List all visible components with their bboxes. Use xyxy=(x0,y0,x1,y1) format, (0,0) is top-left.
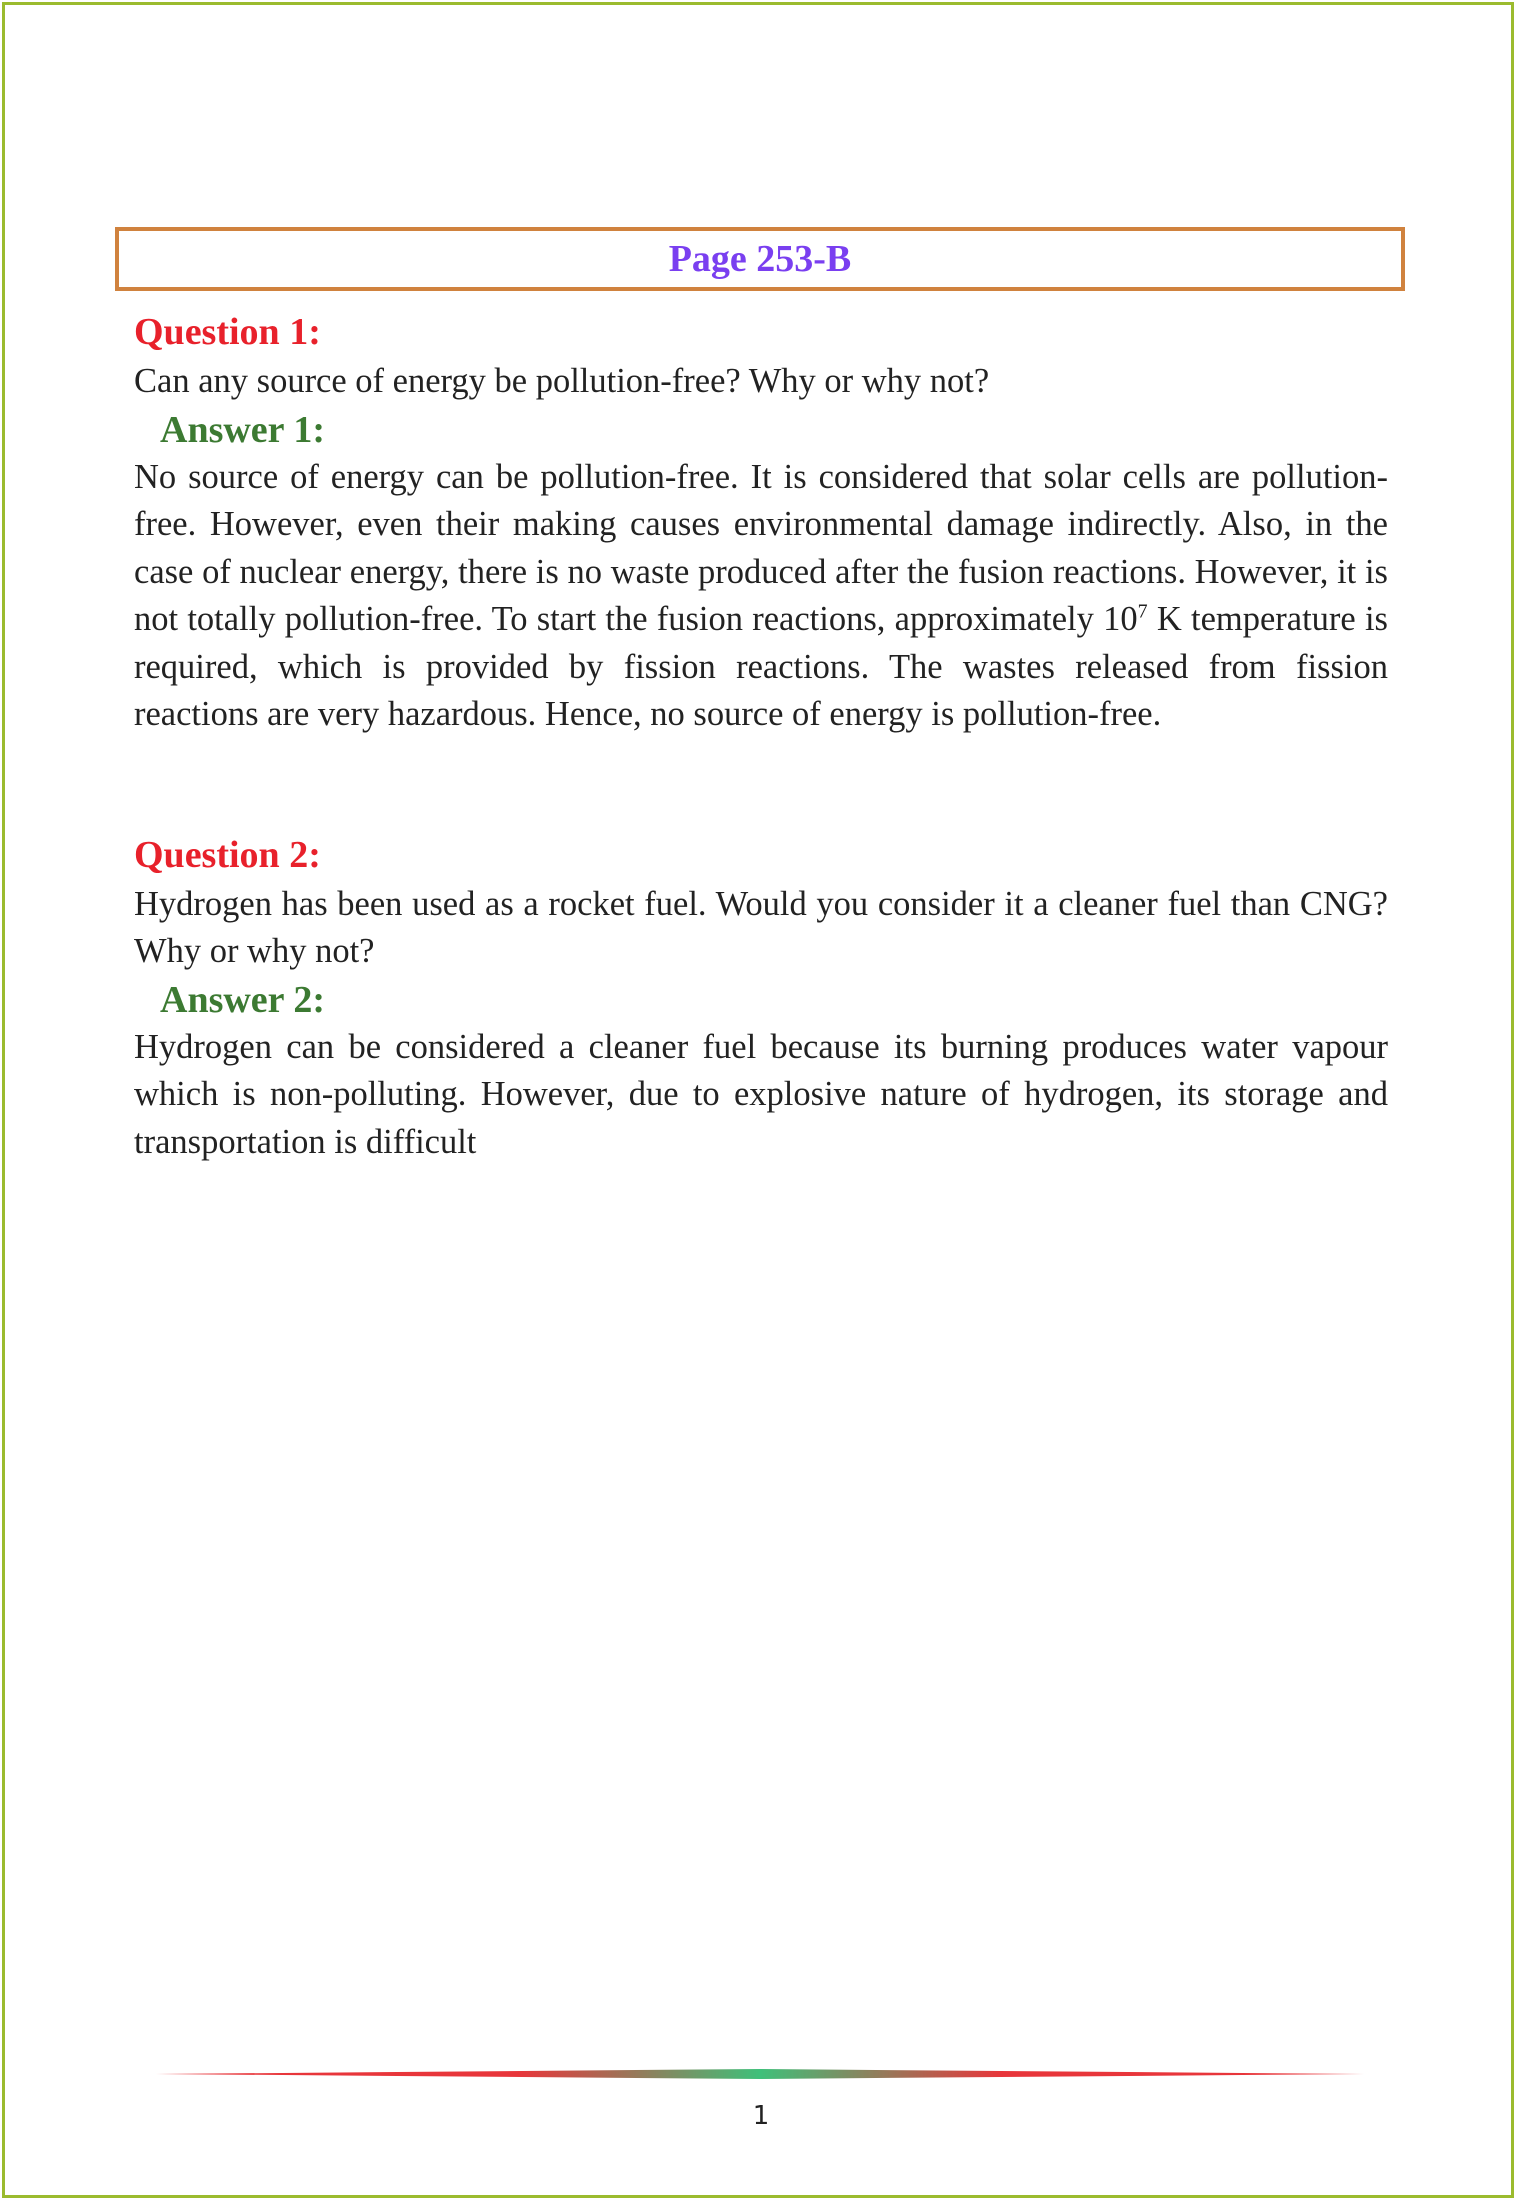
answer-text-2: Hydrogen can be considered a cleaner fuel because its burning produces water vapour which is non-polluting. However, due to explosive nature of hydrogen, its storage and transportation is difficult xyxy=(134,1027,1388,1161)
answer-heading-1: Answer 1: xyxy=(160,408,326,451)
question-text-1: Can any source of energy be pollution-free? Why or why not? xyxy=(134,362,990,400)
answer-text-1 xyxy=(134,454,1388,739)
page-number: 1 xyxy=(752,2101,770,2131)
footer-divider xyxy=(156,2068,1364,2080)
question-block-2 xyxy=(134,831,1388,1167)
page-header-box xyxy=(115,227,1405,291)
answer-text-1-exponent: 7 xyxy=(1137,600,1148,623)
question-text-2: Hydrogen has been used as a rocket fuel. Would you consider it a cleaner fuel than CNG? Why or why not? xyxy=(134,884,1388,970)
document-content xyxy=(134,308,1388,1166)
section-spacer xyxy=(134,739,1388,831)
answer-text-1-part-a: No source of energy can be pollution-free. It is considered that solar cells are pollution-free. However, even their making causes environmental damage indirectly. Also, in the case of nuclear energy, there is no waste produced after the fusion reactions. However, it is not totally pollution-free. To start the fusion reactions, approximately 10 xyxy=(134,457,1388,638)
answer-heading-2: Answer 2: xyxy=(160,978,326,1021)
page-title: Page 253-B xyxy=(668,238,852,280)
question-heading-1: Question 1: xyxy=(134,311,321,353)
answer-text-1-part-b: K temperature is required, which is provided by fission reactions. The wastes released from fission reactions are very hazardous. Hence, no source of energy is pollution-free. xyxy=(134,600,1388,733)
question-heading-2: Question 2: xyxy=(134,833,321,876)
question-block-1 xyxy=(134,308,1388,739)
